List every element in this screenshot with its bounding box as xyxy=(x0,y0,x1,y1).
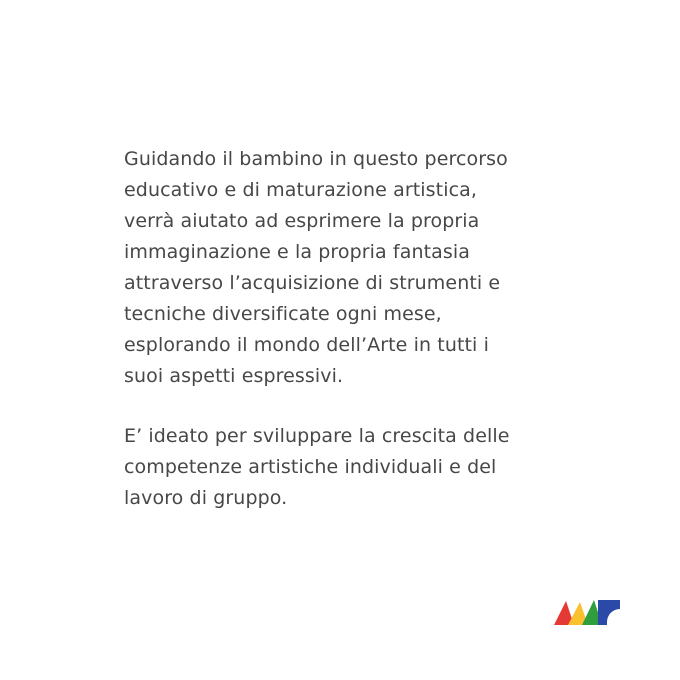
text-line: Guidando il bambino in questo percorso xyxy=(124,148,508,170)
text-line: E’ ideato per sviluppare la crescita delle xyxy=(124,425,510,447)
text-line: esplorando il mondo dell’Arte in tutti i xyxy=(124,334,489,356)
text-line: immaginazione e la propria fantasia xyxy=(124,241,471,263)
text-line: educativo e di maturazione artistica, xyxy=(124,179,478,201)
text-line: suoi aspetti espressivi. xyxy=(124,365,344,387)
paragraph-goal xyxy=(124,421,644,514)
text-line: attraverso l’acquisizione di strumenti e xyxy=(124,272,501,294)
text-line: verrà aiutato ad esprimere la propria xyxy=(124,210,480,232)
text-line: lavoro di gruppo. xyxy=(124,487,288,509)
text-line: tecniche diversificate ogni mese, xyxy=(124,303,442,325)
blue-half-circle-shape xyxy=(598,600,620,625)
colored-shapes-logo-icon xyxy=(554,600,620,625)
text-line: competenze artistiche individuali e del xyxy=(124,456,497,478)
paragraph-intro xyxy=(124,144,644,392)
body-text xyxy=(124,144,644,514)
